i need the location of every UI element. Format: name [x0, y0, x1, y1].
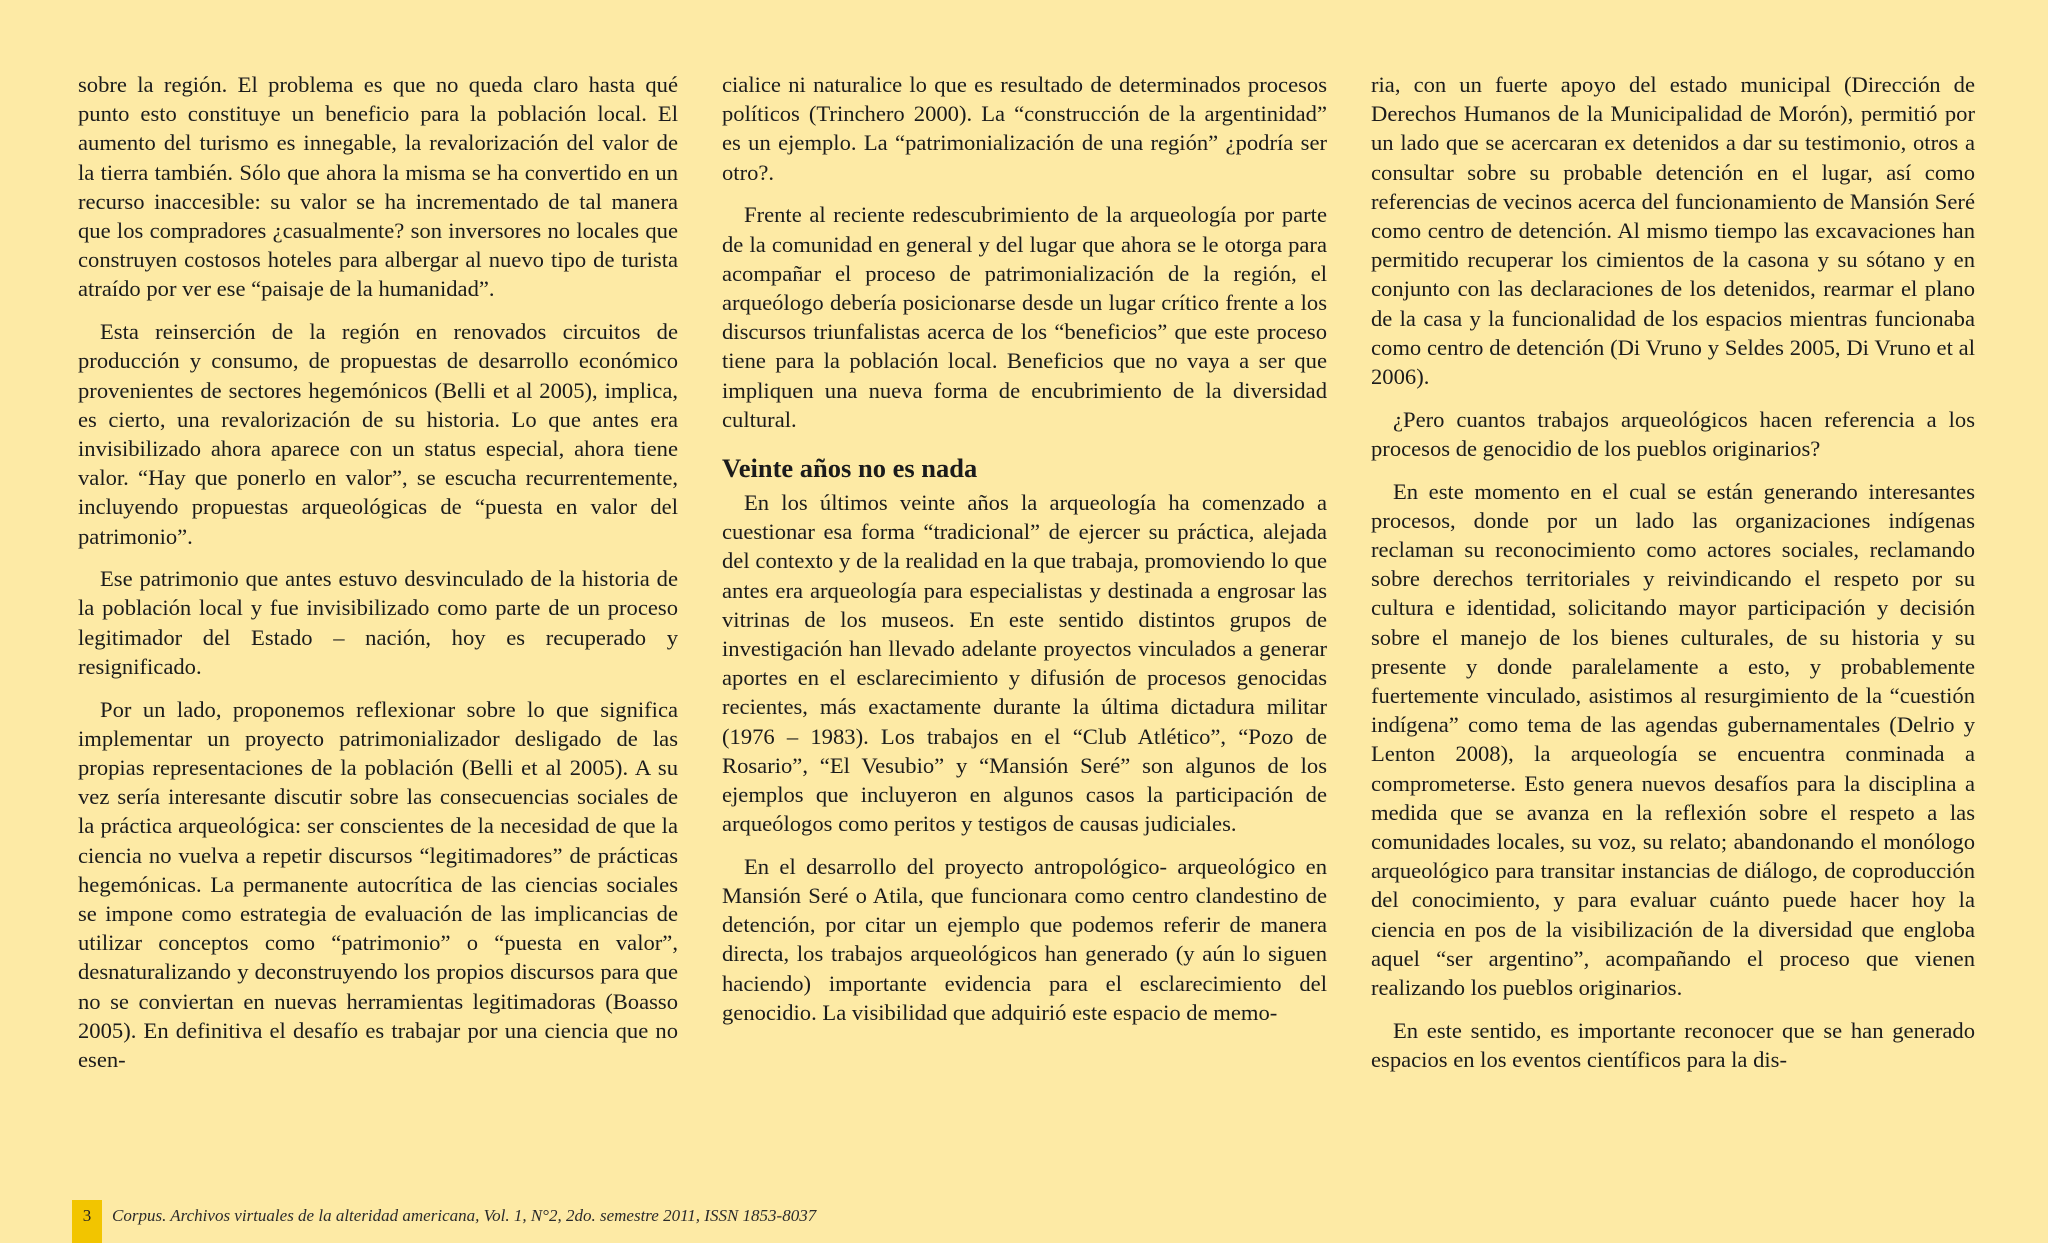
paragraph: Por un lado, proponemos reflexionar sobre lo que significa implementar un proyecto patrimonializador desligado de las propias representaciones de la población (Belli et al 2005). A su vez sería interesante discutir sobre las consecuencias sociales de la práctica arqueológica: ser conscientes de la necesidad de que la ciencia no vuelva a repetir discursos “legitimadores” de prácticas hegemónicas. La permanente autocrítica de las ciencias sociales se impone como estrategia de evaluación de las implicancias de utilizar conceptos como “patrimonio” o “puesta en valor”, desnaturalizando y deconstruyendo los propios discursos para que no se conviertan en nuevas herramientas legitimadoras (Boasso 2005). En definitiva el desafío es trabajar por una ciencia que no esen- [78, 696, 678, 1072]
paragraph: Frente al reciente redescubrimiento de la arqueología por parte de la comunidad en general y del lugar que ahora se le otorga para acompañar el proceso de patrimonialización de la región, el arqueólogo debería posicionarse desde un lugar crítico frente a los discursos triunfalistas acerca de los “beneficios” que este proceso tiene para la población local. Beneficios que no vaya a ser que impliquen una nueva forma de encubrimiento de la diversidad cultural. [722, 202, 1327, 432]
paragraph: En este sentido, es importante reconocer que se han generado espacios en los eventos científicos para la dis- [1371, 1017, 1975, 1072]
paragraph: Esta reinserción de la región en renovados circuitos de producción y consumo, de propuestas de desarrollo económico provenientes de sectores hegemónicos (Belli et al 2005), implica, es cierto, una revalorización de su historia. Lo que antes era invisibilizado ahora aparece con un status especial, ahora tiene valor. “Hay que ponerlo en valor”, se escucha recurrentemente, incluyendo propuestas arqueológicas de “puesta en valor del patrimonio”. [78, 319, 678, 549]
text-column-1 [78, 70, 678, 1088]
journal-citation: Corpus. Archivos virtuales de la alteridad americana, Vol. 1, N°2, 2do. semestre 2011, ISSN 1853-8037 [112, 1206, 817, 1225]
page-number: 3 [72, 1200, 102, 1243]
paragraph: sobre la región. El problema es que no queda claro hasta qué punto esto constituye un beneficio para la población local. El aumento del turismo es innegable, la revalorización del valor de la tierra también. Sólo que ahora la misma se ha convertido en un recurso inaccesible: su valor se ha incrementado de tal manera que los compradores ¿casualmente? son inversores no locales que construyen costosos hoteles para albergar al nuevo tipo de turista atraído por ver ese “paisaje de la humanidad”. [78, 72, 678, 302]
paragraph: En este momento en el cual se están generando interesantes procesos, donde por un lado las organizaciones indígenas reclaman su reconocimiento como actores sociales, reclamando sobre derechos territoriales y reivindicando el respeto por su cultura e identidad, solicitando mayor participación y decisión sobre el manejo de los bienes culturales, de su historia y su presente y donde paralelamente a esto, y probablemente fuertemente vinculado, asistimos al resurgimiento de la “cuestión indígena” como tema de las agendas gubernamentales (Delrio y Lenton 2008), la arqueología se encuentra conminada a comprometerse. Esto genera nuevos desafíos para la disciplina a medida que se avanza en la reflexión sobre el respeto a las comunidades locales, su voz, su relato; abandonando el monólogo arqueológico para transitar instancias de diálogo, de coproducción del conocimiento, y para evaluar cuánto puede hacer hoy la ciencia en pos de la visibilización de la diversidad que engloba aquel “ser argentino”, acompañando el proceso que vienen realizando los pueblos originarios. [1371, 478, 1975, 1001]
paragraph: cialice ni naturalice lo que es resultado de determinados procesos políticos (Trinchero 2000). La “construcción de la argentinidad” es un ejemplo. La “patrimonialización de una región” ¿podría ser otro?. [722, 72, 1327, 185]
paragraph: En los últimos veinte años la arqueología ha comenzado a cuestionar esa forma “tradicional” de ejercer su práctica, alejada del contexto y de la realidad en la que trabaja, promoviendo lo que antes era arqueología para especialistas y destinada a engrosar las vitrinas de los museos. En este sentido distintos grupos de investigación han llevado adelante proyectos vinculados a generar aportes en el esclarecimiento y difusión de procesos genocidas recientes, más exactamente durante la última dictadura militar (1976 – 1983). Los trabajos en el “Club Atlético”, “Pozo de Rosario”, “El Vesubio” y “Mansión Seré” son algunos de los ejemplos que incluyeron en algunos casos la participación de arqueólogos como peritos y testigos de causas judiciales. [722, 489, 1327, 837]
paragraph: En el desarrollo del proyecto antropológico- arqueológico en Mansión Seré o Atila, que funcionara como centro clandestino de detención, por citar un ejemplo que podemos referir de manera directa, los trabajos arqueológicos han generado (y aún lo siguen haciendo) importante evidencia para el esclarecimiento del genocidio. La visibilidad que adquirió este espacio de memo- [722, 853, 1327, 1025]
paragraph: ria, con un fuerte apoyo del estado municipal (Dirección de Derechos Humanos de la Municipalidad de Morón), permitió por un lado que se acercaran ex detenidos a dar su testimonio, otros a consultar sobre su probable detención en el lugar, así como referencias de vecinos acerca del funcionamiento de Mansión Seré como centro de detención. Al mismo tiempo las excavaciones han permitido recuperar los cimientos de la casona y su sótano y en conjunto con las declaraciones de los detenidos, rearmar el plano de la casa y la funcionalidad de los espacios mientras funcionaba como centro de detención (Di Vruno y Seldes 2005, Di Vruno et al 2006). [1371, 72, 1975, 390]
text-column-3 [1371, 70, 1975, 1088]
paragraph: Ese patrimonio que antes estuvo desvinculado de la historia de la población local y fue invisibilizado como parte de un proceso legitimador del Estado – nación, hoy es recuperado y resignificado. [78, 566, 678, 679]
page-footer [72, 1200, 972, 1243]
text-column-2 [722, 70, 1327, 1041]
section-heading: Veinte años no es nada [722, 452, 978, 483]
paragraph: ¿Pero cuantos trabajos arqueológicos hacen referencia a los procesos de genocidio de los pueblos originarios? [1371, 406, 1975, 461]
